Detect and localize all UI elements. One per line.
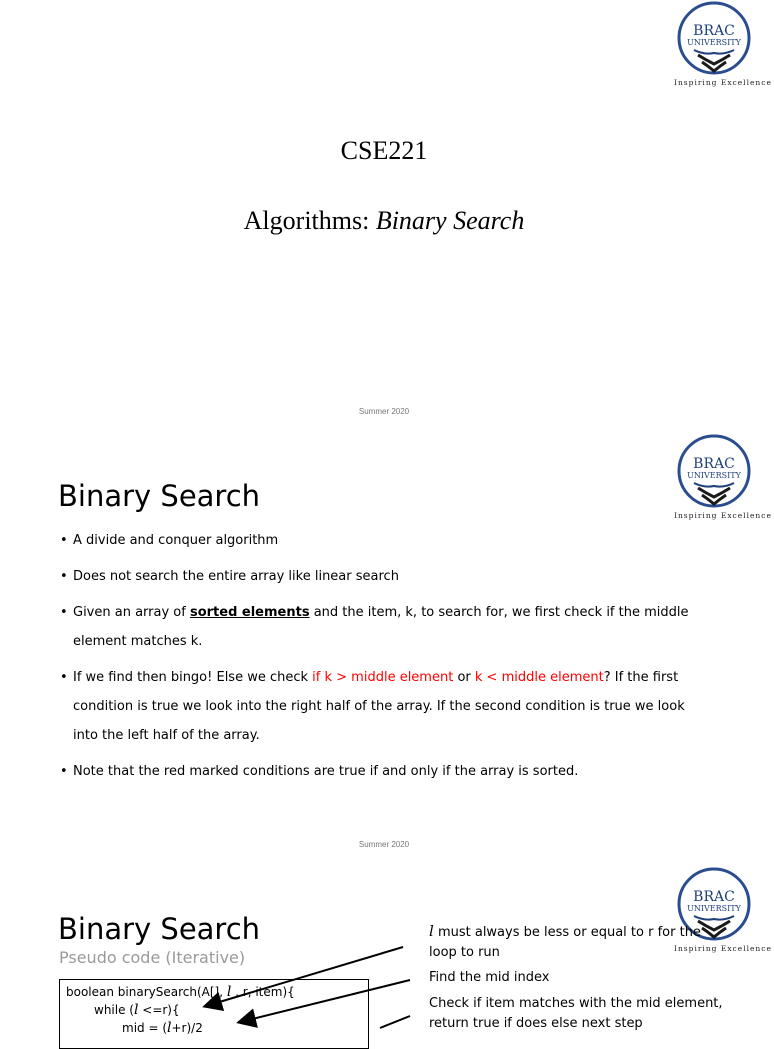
- logo-tagline: Inspiring Excellence: [674, 944, 772, 953]
- brac-logo-emblem: [678, 433, 768, 513]
- bullet-item: [60, 562, 700, 591]
- subtitle-topic: Binary Search: [375, 206, 525, 235]
- logo-text-university: UNIVERSITY: [687, 471, 741, 480]
- brac-logo-emblem: [678, 0, 768, 80]
- bullet-item: [60, 757, 700, 786]
- annotation-arrows: [0, 866, 768, 1024]
- logo-text-brac: BRAC: [693, 23, 735, 39]
- bullet-item: [60, 598, 700, 656]
- logo-text-brac: BRAC: [693, 456, 735, 472]
- bullet-text: If we find then bingo! Else we check: [73, 670, 313, 685]
- bullet-text: A divide and conquer algorithm: [73, 533, 279, 548]
- definition-slide: [0, 433, 772, 866]
- slide-title: Binary Search: [58, 479, 261, 513]
- bullet-list: [60, 526, 700, 793]
- logo-text-university: UNIVERSITY: [687, 904, 741, 913]
- note-var-l: l: [429, 922, 434, 940]
- arrow-to-mid-line: [240, 980, 410, 1022]
- bullet-item: [60, 526, 700, 555]
- logo-tagline: Inspiring Excellence: [674, 78, 772, 87]
- annotation-mid-index: Find the mid index: [429, 970, 550, 985]
- logo-text-university: UNIVERSITY: [687, 38, 741, 47]
- code-var-l: l: [133, 1002, 139, 1018]
- arrow-to-item-check: [380, 1016, 410, 1028]
- code-text: while (: [94, 1003, 134, 1017]
- subtitle-prefix: Algorithms:: [243, 206, 376, 235]
- pseudocode-slide: [0, 866, 772, 1036]
- code-text: +r)/2: [171, 1021, 203, 1035]
- code-var-l: l: [167, 1020, 172, 1036]
- bullet-text: Does not search the entire array like linear search: [73, 569, 399, 584]
- bullet-text: ? If the first condition is true we look into the right half of the array. If the second condition is true we look into the left half of the array.: [73, 670, 685, 743]
- logo-tagline: Inspiring Excellence: [674, 511, 772, 520]
- slide-subtitle: [0, 206, 768, 236]
- code-var-l: l: [226, 984, 232, 1000]
- slide-title: Binary Search: [58, 912, 261, 946]
- course-code: CSE221: [340, 136, 428, 165]
- bullet-text: Given an array of: [73, 605, 190, 620]
- bullet-item: [60, 663, 700, 750]
- logo-text-brac: BRAC: [693, 889, 735, 905]
- code-text: mid = (: [122, 1021, 168, 1035]
- annotation-item-match: Check if item matches with the mid element, return true if does else next step: [429, 996, 723, 1031]
- note-text: must always be less or equal to r for the loop to run: [429, 925, 701, 960]
- slide-footer: Summer 2020: [358, 407, 410, 416]
- title-slide: [0, 0, 772, 433]
- bullet-text: and the item, k, to search for, we first check if the middle element matches k.: [73, 605, 689, 649]
- bullet-text: or: [453, 670, 475, 685]
- slide-footer: Summer 2020: [358, 840, 410, 849]
- code-text: , r, item){: [231, 985, 295, 999]
- code-text: <=r){: [138, 1003, 180, 1017]
- slide-subheading: Pseudo code (Iterative): [59, 948, 246, 967]
- brac-university-logo: [674, 0, 772, 92]
- code-text: boolean binarySearch(A[],: [66, 985, 227, 999]
- bullet-text: Note that the red marked conditions are true if and only if the array is sorted.: [73, 764, 579, 779]
- red-condition-greater: if k > middle element: [312, 670, 454, 685]
- arrow-to-while-line: [206, 947, 403, 1006]
- brac-university-logo: [674, 433, 772, 525]
- emphasis-sorted-elements: sorted elements: [189, 605, 310, 620]
- red-condition-less: k < middle element: [474, 670, 604, 685]
